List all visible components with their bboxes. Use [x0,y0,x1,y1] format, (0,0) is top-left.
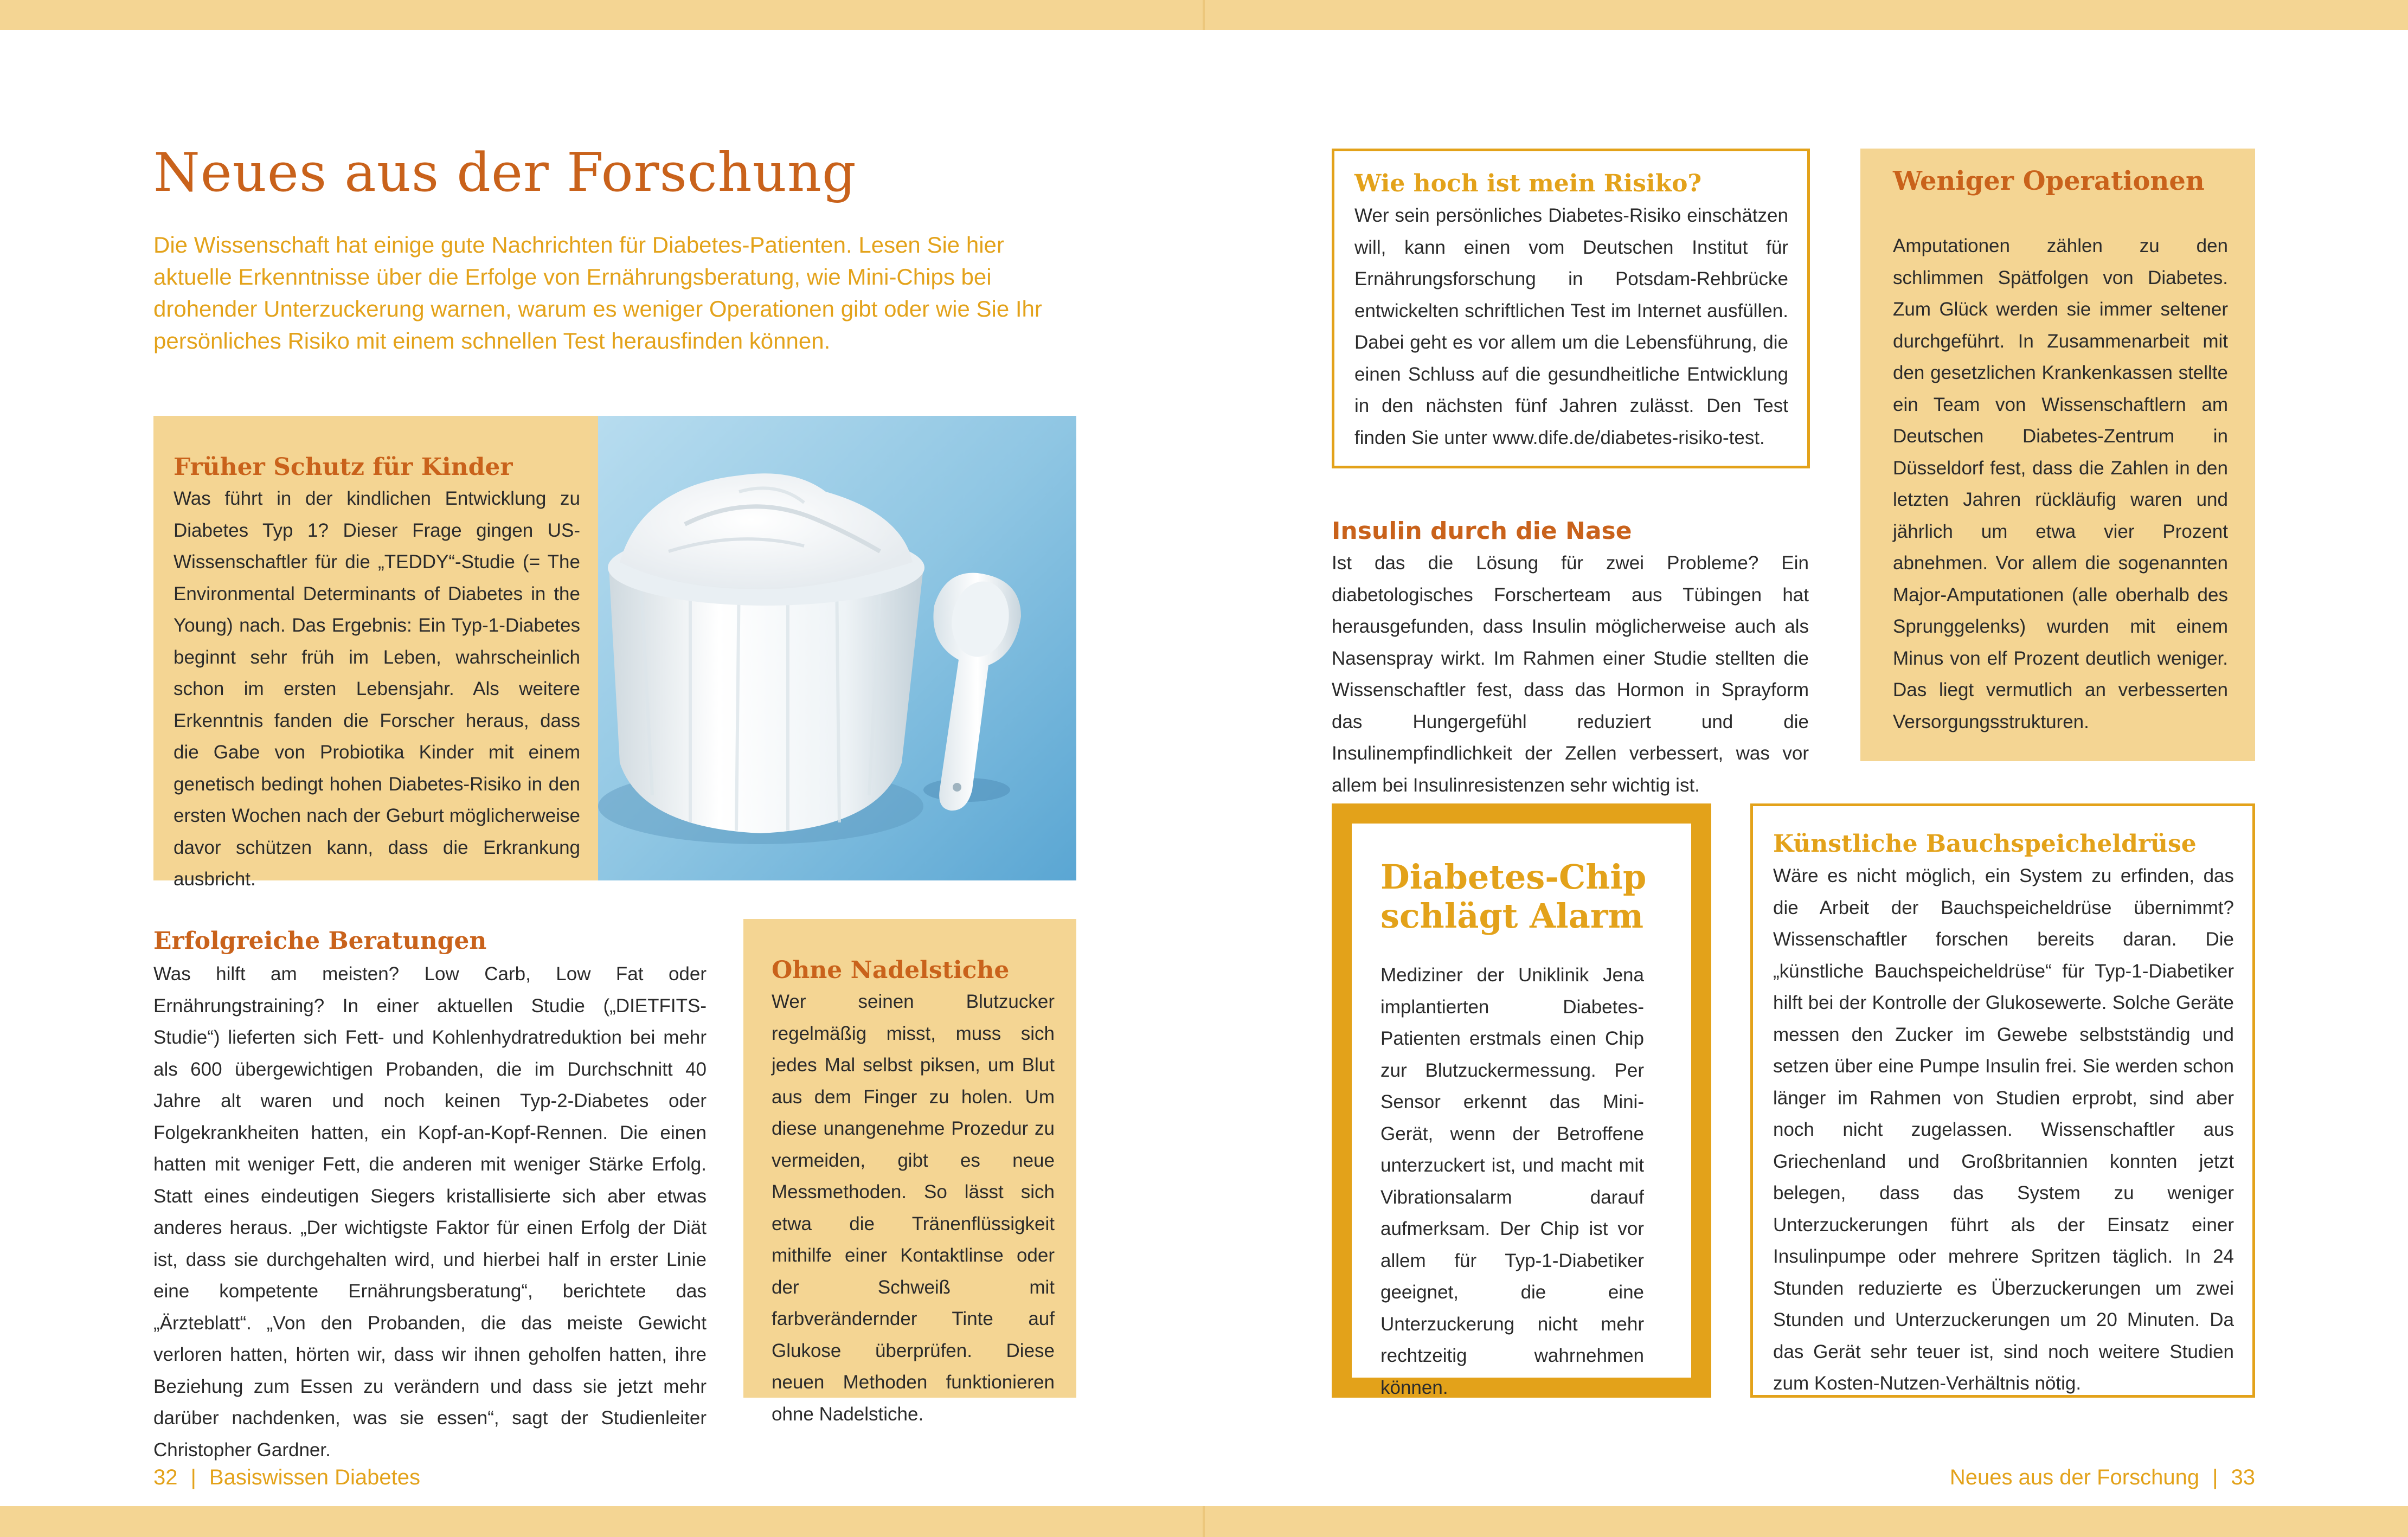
kuenstliche-bauchspeicheldruese-body: Wäre es nicht möglich, ein System zu erfinden, das die Arbeit der Bauchspeicheldrüse übernimmt? Wissenschaftler forschen bereits daran. Die „künstliche Bauchspeicheldrüse“ für Typ-1-Diabetiker hilft bei der Kontrolle der Glukosewerte. Solche Geräte messen den Zucker im Gewebe selbstständig und setzen über eine Pumpe Insulin frei. Sie werden schon länger im Rahmen von Studien erprobt, sind aber noch nicht zugelassen. Wissenschaftler aus Griechenland und Großbritannien konnten jetzt belegen, dass das System zu weniger Unterzuckerungen führt als der Einsatz einer Insulinpumpe oder mehrere Spritzen täglich. In 24 Stunden reduzierte es Überzuckerungen um zwei Stunden und Unterzuckerungen um 20 Minuten. Da das Gerät sehr teuer ist, sind noch weitere Studien zum Kosten-Nutzen-Verhältnis nötig. [1773,865,2234,1394]
kuenstliche-bauchspeicheldruese-box [1750,803,2255,1398]
wie-hoch-heading: Wie hoch ist mein Risiko? [1354,170,1702,197]
intro-paragraph: Die Wissenschaft hat einige gute Nachrichten für Diabetes-Patienten. Lesen Sie hier aktuelle Erkenntnisse über die Erfolge von Ernährungsberatung, wie Mini-Chips bei drohender Unterzuckerung warnen, warum es weniger Operationen gibt oder wie Sie Ihr persönliches Risiko mit einem schnellen Test herausfinden können. [153,232,1042,353]
frueher-schutz-heading: Früher Schutz für Kinder [174,453,513,481]
wie-hoch-body: Wer sein persönliches Diabetes-Risiko einschätzen will, kann einen vom Deutschen Institut für Ernährungsforschung in Potsdam-Rehbrücke entwickelten schriftlichen Test im Internet ausfüllen. Dabei geht es vor allem um die Lebensführung, die einen Schluss auf die gesundheitliche Entwicklung in den nächsten fünf Jahren zulässt. Den Test finden Sie unter www.dife.de/diabetes-risiko-test. [1354,205,1788,448]
diabetes-chip-box [1332,803,1711,1398]
footer-separator: | [2212,1465,2218,1489]
diabetes-chip-body: Mediziner der Uniklinik Jena implantierten Diabetes-Patienten erstmals einen Chip zur Blutzuckermessung. Per Sensor erkennt das Mini-Gerät, wenn der Betroffene unterzuckert ist, und macht mit Vibrationsalarm darauf aufmerksam. Der Chip ist vor allem für Typ-1-Diabetiker geeignet, die eine Unterzuckerung nicht mehr rechtzeitig wahrnehmen können. [1380,964,1644,1398]
weniger-operationen-body: Amputationen zählen zu den schlimmen Spätfolgen von Diabetes. Zum Glück werden sie immer seltener durchgeführt. In Zusammenarbeit mit den gesetzlichen Krankenkassen stellte ein Team von Wissenschaftlern am Deutschen Diabetes-Zentrum in Düsseldorf fest, dass die Zahlen in den letzten Jahren rückläufig waren und jährlich um etwa vier Prozent abnehmen. Vor allem die sogenannten Major-Amputationen (alle oberhalb des Sprunggelenks) wurden mit einem Minus von elf Prozent deutlich weniger. Das liegt vermutlich an verbesserten Versorgungsstrukturen. [1893,235,2228,732]
page-spine-bottom [1203,1506,1205,1537]
footer-section-right: Neues aus der Forschung [1949,1465,2200,1489]
diabetes-chip-heading-line2: schlägt Alarm [1380,896,1644,936]
erfolgreiche-beratungen-heading: Erfolgreiche Beratungen [153,927,487,955]
ohne-nadelstiche-heading: Ohne Nadelstiche [772,956,1010,984]
yogurt-photo [598,416,1076,880]
erfolgreiche-beratungen-body: Was hilft am meisten? Low Carb, Low Fat oder Ernährungstraining? In einer aktuellen Studie („DIETFITS-Studie“) lieferten sich Fett- und Kohlenhydratreduktion bei mehr als 600 übergewichtigen Probanden, die im Durchschnitt 40 Jahre alt waren und noch keinen Typ-2-Diabetes oder Folgekrankheiten hatten, ein Kopf-an-Kopf-Rennen. Die einen hatten mit weniger Fett, die anderen mit weniger Stärke Erfolg. Statt eines eindeutigen Siegers kristallisierte sich aber etwas anderes heraus. „Der wichtigste Faktor für einen Erfolg der Diät ist, dass sie durchgehalten wird, und hierbei half in erster Linie eine kompetente Ernährungsberatung“, berichtete das „Ärzteblatt“. „Von den Probanden, die das meiste Gewicht verloren hatten, hörten wir, dass wir ihnen geholfen hatten, ihre Beziehung zum Essen zu verändern und dass sie jetzt mehr darüber nachdenken, was sie essen“, sagt der Studienleiter Christopher Gardner. [153,963,707,1461]
yogurt-bowl-illustration [598,416,1076,880]
insulin-nase-body: Ist das die Lösung für zwei Probleme? Ein diabetologisches Forscherteam aus Tübingen hat herausgefunden, dass Insulin möglicherweise auch als Nasenspray wirkt. Im Rahmen einer Studie stellten die Wissenschaftler fest, dass das Hormon in Sprayform das Hungergefühl reduziert und die Insulinempfindlichkeit der Zellen verbessert, was vor allem bei Insulinresistenzen sehr wichtig ist. [1332,552,1809,796]
page-title: Neues aus der Forschung [153,142,857,204]
ohne-nadelstiche-body: Wer seinen Blutzucker regelmäßig misst, muss sich jedes Mal selbst piksen, um Blut aus dem Finger zu holen. Um diese unangenehme Prozedur zu vermeiden, gibt es neue Messmethoden. So lässt sich etwa die Tränenflüssigkeit mithilfe einer Kontaktlinse oder der Schweiß mit farbverändernder Tinte auf Glukose überprüfen. Diese neuen Methoden funktionieren ohne Nadelstiche. [772,991,1055,1425]
kuenstliche-bauchspeicheldruese-heading: Künstliche Bauchspeicheldrüse [1773,830,2197,858]
footer-separator: | [190,1465,196,1489]
page-spine-top [1203,0,1205,30]
frueher-schutz-body: Was führt in der kindlichen Entwicklung zu Diabetes Typ 1? Dieser Frage gingen US-Wissenschaftler für die „TEDDY“-Studie (= The Environmental Determinants of Diabetes in the Young) nach. Das Ergebnis: Ein Typ-1-Diabetes beginnt sehr früh im Leben, wahrscheinlich schon im ersten Lebensjahr. Als weitere Erkenntnis fanden die Forscher heraus, dass die Gabe von Probiotika Kinder mit einem genetisch bedingt hohen Diabetes-Risiko in den ersten Wochen nach der Geburt möglicherweise davor schützen kann, dass die Erkrankung ausbricht. [174,488,580,890]
page-number-right: 33 [2231,1465,2255,1489]
ohne-nadelstiche-box [743,919,1076,1425]
footer-section-left: Basiswissen Diabetes [209,1465,420,1489]
page-number-left: 32 [153,1465,178,1489]
diabetes-chip-heading-line1: Diabetes-Chip [1380,857,1647,897]
frueher-schutz-box [153,416,598,890]
weniger-operationen-box [1860,149,2255,761]
diabetes-chip-heading [1380,858,1646,936]
weniger-operationen-heading: Weniger Operationen [1893,166,2205,196]
footer-left [153,1465,420,1490]
wie-hoch-box [1332,149,1810,468]
insulin-nase-heading: Insulin durch die Nase [1332,517,1632,545]
footer-right [1950,1465,2255,1490]
